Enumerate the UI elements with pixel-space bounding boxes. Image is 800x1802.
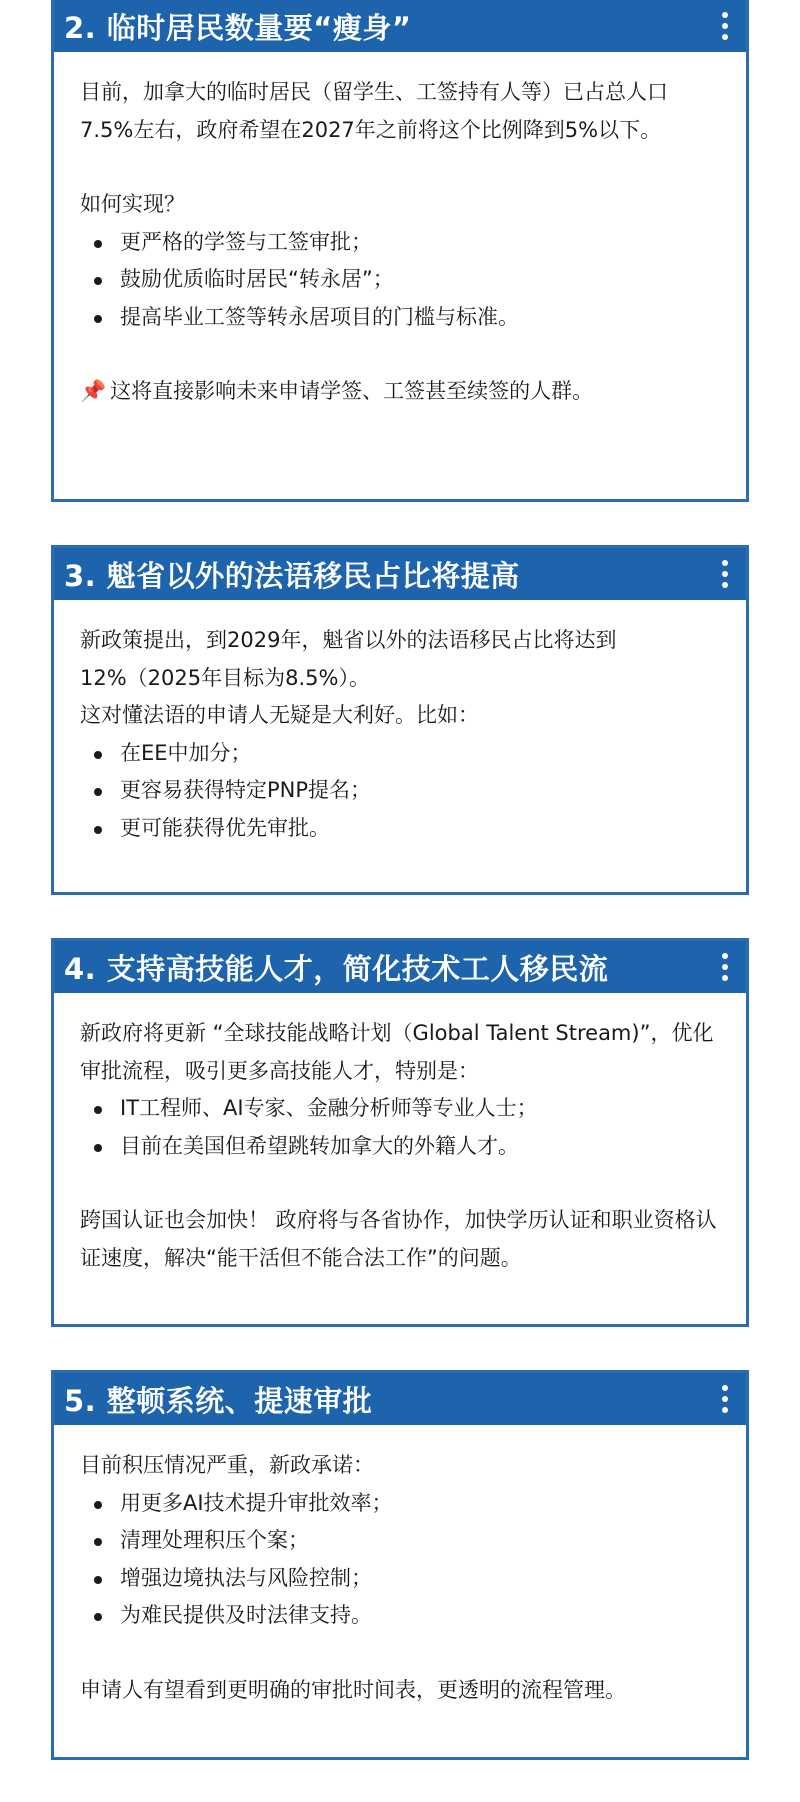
section-title: 5. 整顿系统、提速审批 <box>64 1383 373 1418</box>
bullet-list <box>80 224 720 337</box>
section-title: 3. 魁省以外的法语移民占比将提高 <box>64 558 520 593</box>
more-vertical-icon[interactable] <box>718 1381 732 1417</box>
paragraph: 目前积压情况严重，新政承诺： <box>80 1453 374 1477</box>
paragraph: 跨国认证也会加快！ 政府将与各省协作，加快学历认证和职业资格认证速度，解决“能干活但不能合法工作”的问题。 <box>80 1208 717 1270</box>
more-vertical-icon[interactable] <box>718 8 732 44</box>
note-text: 这将直接影响未来申请学签、工签甚至续签的人群。 <box>110 379 594 403</box>
list-item: 增强边境执法与风险控制； <box>80 1560 720 1598</box>
paragraph: 申请人有望看到更明确的审批时间表，更透明的流程管理。 <box>80 1677 626 1702</box>
section-card-5 <box>51 1370 749 1760</box>
section-title: 2. 临时居民数量要“瘦身” <box>64 10 412 45</box>
list-item: 为难民提供及时法律支持。 <box>80 1597 720 1635</box>
section-body <box>54 52 746 411</box>
paragraph: 目前，加拿大的临时居民（留学生、工签持有人等）已占总人口7.5%左右，政府希望在2027年之前将这个比例降到5%以下。 <box>80 80 668 142</box>
list-item: 更可能获得优先审批。 <box>80 810 720 848</box>
paragraph: 新政策提出，到2029年，魁省以外的法语移民占比将达到12%（2025年目标为8.5%）。 <box>80 628 617 690</box>
section-card-4 <box>51 938 749 1327</box>
more-vertical-icon[interactable] <box>718 556 732 592</box>
list-item: 更严格的学签与工签审批； <box>80 224 720 262</box>
paragraph: 新政府将更新 “全球技能战略计划（Global Talent Stream)”，优化审批流程，吸引更多高技能人才，特别是： <box>80 1021 714 1083</box>
section-header <box>54 0 746 52</box>
list-item: 目前在美国但希望跳转加拿大的外籍人才。 <box>80 1128 720 1166</box>
section-title: 4. 支持高技能人才，简化技术工人移民流 <box>64 951 609 986</box>
more-vertical-icon[interactable] <box>718 949 732 985</box>
list-item: 提高毕业工签等转永居项目的门槛与标准。 <box>80 299 720 337</box>
section-header <box>54 1373 746 1425</box>
section-body <box>54 993 746 1277</box>
list-item: 用更多AI技术提升审批效率； <box>80 1485 720 1523</box>
paragraph: 如何实现？ <box>80 192 185 216</box>
pushpin-icon: 📌 <box>80 379 107 403</box>
section-body <box>54 1425 746 1709</box>
list-item: 在EE中加分； <box>80 735 720 773</box>
list-item: 更容易获得特定PNP提名； <box>80 772 720 810</box>
section-card-3 <box>51 545 749 895</box>
section-header <box>54 941 746 993</box>
section-body <box>54 600 746 847</box>
list-item: IT工程师、AI专家、金融分析师等专业人士； <box>80 1090 720 1128</box>
section-card-2 <box>51 0 749 502</box>
section-header <box>54 548 746 600</box>
bullet-list <box>80 1485 720 1635</box>
bullet-list <box>80 735 720 848</box>
note <box>80 373 720 411</box>
bullet-list <box>80 1090 720 1165</box>
list-item: 鼓励优质临时居民“转永居”； <box>80 261 720 299</box>
paragraph: 这对懂法语的申请人无疑是大利好。比如： <box>80 703 479 727</box>
list-item: 清理处理积压个案； <box>80 1522 720 1560</box>
